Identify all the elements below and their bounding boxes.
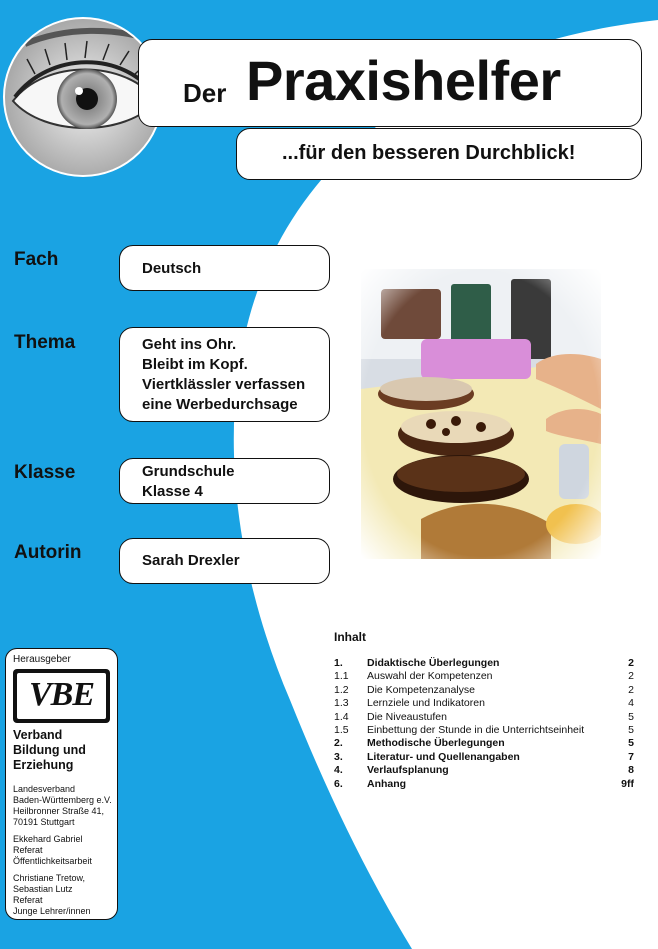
toc-item-num: 1.2 <box>334 683 349 696</box>
toc-item <box>334 657 634 670</box>
autorin-value: Sarah Drexler <box>142 552 240 569</box>
cake-buffet-image <box>361 269 601 559</box>
toc-item-num: 1. <box>334 657 343 669</box>
contact1-line-2: Referat <box>13 845 43 855</box>
address-line-4: 70191 Stuttgart <box>13 817 75 827</box>
publisher-name-1: Verband <box>13 728 63 742</box>
toc-item-num: 6. <box>334 777 343 790</box>
toc-item-page: 8 <box>628 764 634 777</box>
klasse-line-2: Klasse 4 <box>142 483 203 500</box>
address-line-3: Heilbronner Straße 41, <box>13 806 105 816</box>
toc-item <box>334 778 634 791</box>
thema-line-1: Geht ins Ohr. <box>142 336 237 353</box>
toc-item-num: 4. <box>334 764 343 777</box>
toc-item-page: 2 <box>628 657 634 669</box>
toc-item-text: Methodische Überlegungen <box>367 737 505 750</box>
thema-label: Thema <box>14 332 76 353</box>
toc-item-num: 1.3 <box>334 697 349 710</box>
toc-item-page: 4 <box>628 697 634 710</box>
title-prefix: Der <box>183 78 227 108</box>
toc-item-text: Einbettung der Stunde in die Unterrichtseinheit <box>367 724 585 736</box>
address-line-2: Baden-Württemberg e.V. <box>13 795 112 805</box>
fach-value: Deutsch <box>142 260 202 277</box>
thema-line-2: Bleibt im Kopf. <box>142 356 248 373</box>
toc-item <box>334 670 634 683</box>
contact2-line-3: Referat <box>13 895 43 905</box>
autorin-label: Autorin <box>14 542 82 563</box>
toc-item-text: Anhang <box>367 777 407 790</box>
page-title: Praxishelfer <box>246 49 561 112</box>
vbe-logo <box>13 669 110 723</box>
toc-item <box>334 751 634 764</box>
toc-item-text: Die Kompetenzanalyse <box>367 683 475 696</box>
toc-item-text: Die Niveaustufen <box>367 710 447 723</box>
toc-item <box>334 764 634 777</box>
toc-item <box>334 684 634 697</box>
toc-item-num: 1.4 <box>334 710 349 723</box>
toc-title: Inhalt <box>334 630 366 644</box>
vbe-logo-text: VBE <box>28 676 95 713</box>
publisher-name-2: Bildung und <box>13 743 86 757</box>
toc-item-page: 5 <box>628 724 634 736</box>
contact1-line-3: Öffentlichkeitsarbeit <box>13 856 92 866</box>
publisher-box <box>5 648 118 920</box>
toc-item-num: 3. <box>334 750 343 763</box>
contact2-line-4: Junge Lehrer/innen <box>13 906 91 916</box>
toc-item-num: 1.5 <box>334 724 349 736</box>
thema-line-3: Viertklässler verfassen <box>142 376 306 393</box>
toc-item-num: 1.1 <box>334 670 349 683</box>
contact1-line-1: Ekkehard Gabriel <box>13 834 83 844</box>
toc-item-text: Auswahl der Kompetenzen <box>367 670 493 683</box>
publisher-name-3: Erziehung <box>13 758 74 772</box>
address-line-1: Landesverband <box>13 784 76 794</box>
toc-item-page: 9ff <box>621 777 634 790</box>
toc-item-page: 5 <box>628 710 634 723</box>
klasse-label: Klasse <box>14 462 76 483</box>
klasse-line-1: Grundschule <box>142 463 235 480</box>
toc-item <box>334 697 634 710</box>
toc-item-page: 2 <box>628 683 634 696</box>
toc-item-page: 7 <box>628 750 634 763</box>
toc-item-text: Verlaufsplanung <box>367 764 449 777</box>
contact2-line-1: Christiane Tretow, <box>13 873 86 883</box>
toc-item-text: Literatur- und Quellenangaben <box>367 750 520 763</box>
toc-item-page: 5 <box>628 737 634 750</box>
toc-item <box>334 724 634 737</box>
publisher-heading: Herausgeber <box>13 654 71 665</box>
contact2-line-2: Sebastian Lutz <box>13 884 73 894</box>
fach-label: Fach <box>14 249 59 270</box>
toc-item <box>334 711 634 724</box>
subtitle: ...für den besseren Durchblick! <box>282 142 576 164</box>
toc-item-page: 2 <box>628 670 634 683</box>
thema-line-4: eine Werbedurchsage <box>142 396 298 413</box>
toc-item <box>334 737 634 750</box>
toc-item-text: Didaktische Überlegungen <box>367 657 500 669</box>
toc-item-text: Lernziele und Indikatoren <box>367 697 485 710</box>
toc-item-num: 2. <box>334 737 343 750</box>
